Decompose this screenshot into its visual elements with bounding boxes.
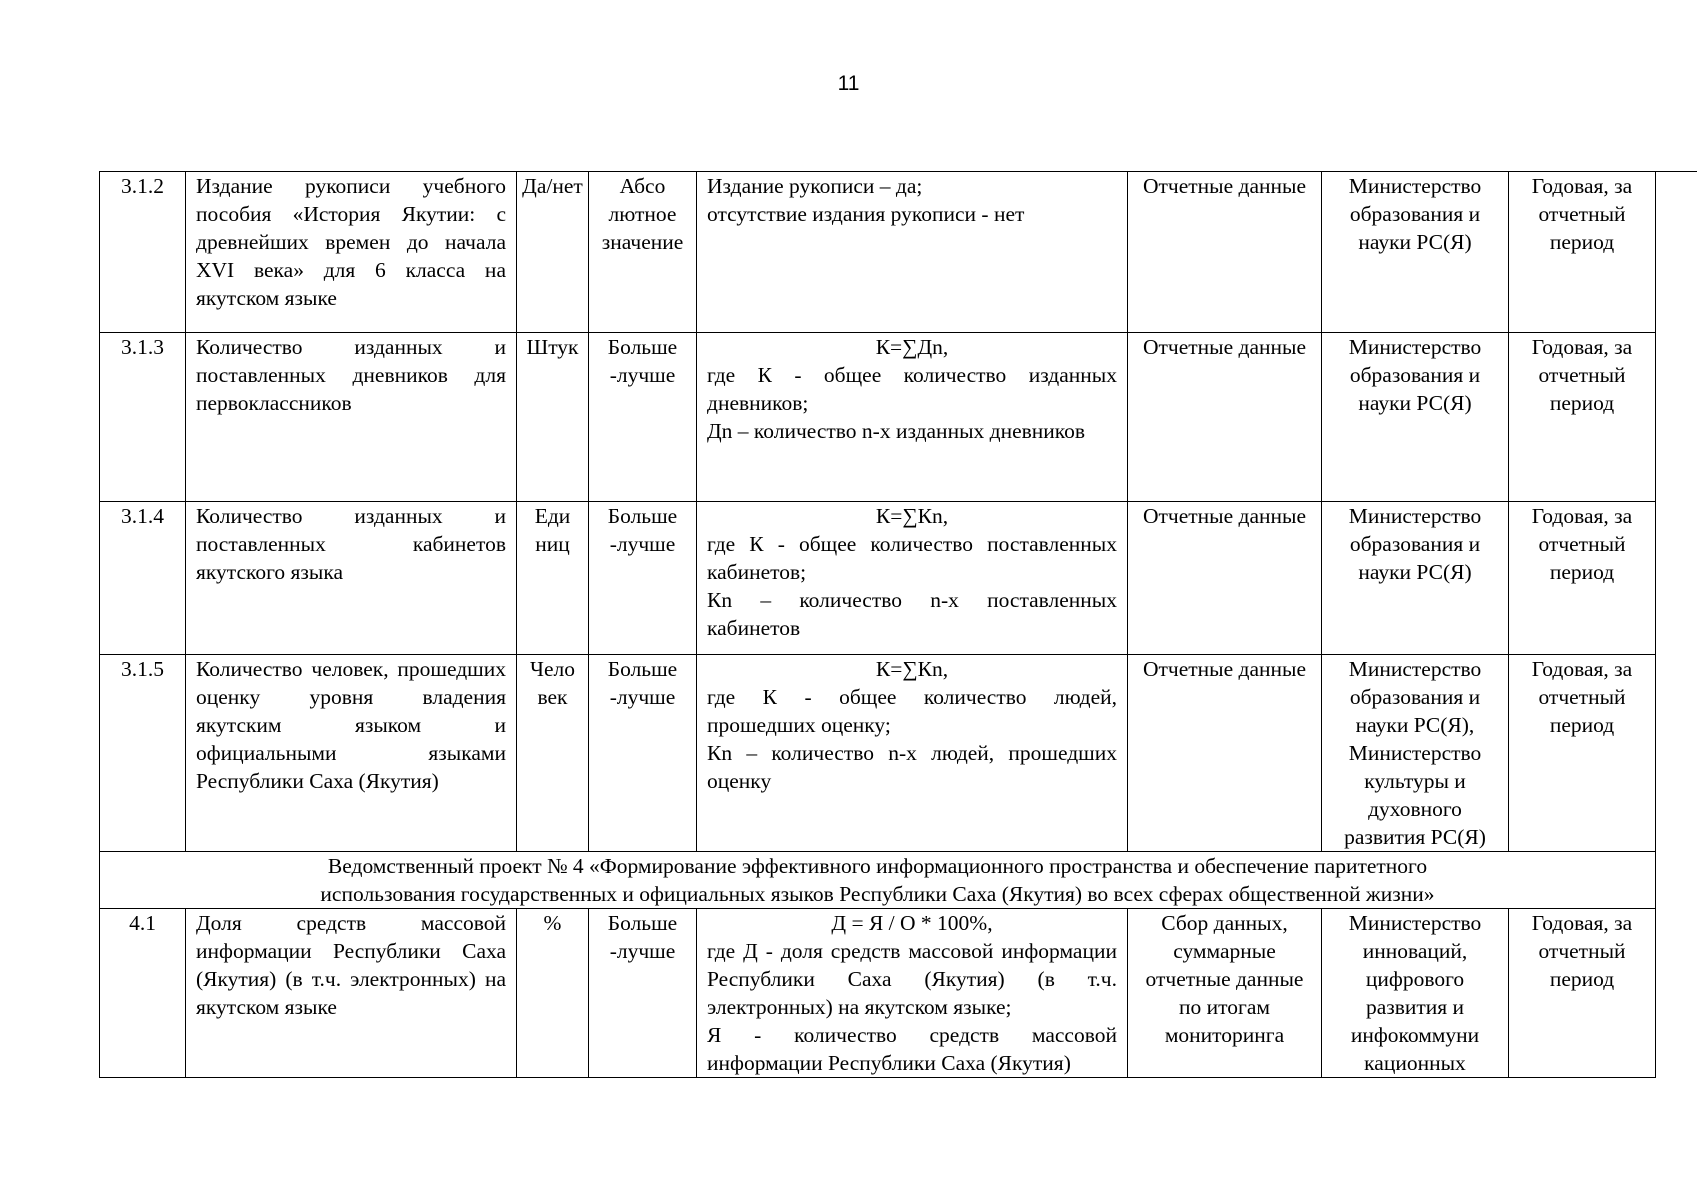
table-row	[100, 909, 1656, 1078]
formula-line: Я - количество средств массовой информации Республики Саха (Якутия)	[707, 1023, 1117, 1075]
indicator-source: Сбор данных, суммарные отчетные данные по итогам мониторинга	[1128, 909, 1322, 1078]
indicators-table	[99, 171, 1656, 1078]
section-row	[100, 852, 1656, 909]
formula-line: где К - общее количество людей, прошедших оценку;	[707, 685, 1117, 737]
section-title-line: использования государственных и официальных языков Республики Саха (Якутия) во всех сферах общественной жизни»	[320, 882, 1435, 906]
indicator-unit: Еди ниц	[517, 502, 589, 655]
formula-line: К=∑Дn,	[875, 335, 949, 359]
section-title	[100, 852, 1656, 909]
indicator-name: Количество изданных и поставленных дневников для первоклассников	[186, 333, 517, 502]
indicator-unit: Штук	[517, 333, 589, 502]
indicator-formula	[697, 909, 1128, 1078]
indicator-number: 3.1.5	[100, 655, 186, 852]
indicator-responsible: Министерство образования и науки РС(Я)	[1322, 172, 1509, 333]
indicator-formula	[697, 172, 1128, 333]
formula-line: Издание рукописи – да;	[707, 174, 923, 198]
indicator-source: Отчетные данные	[1128, 502, 1322, 655]
formula-line: где К - общее количество поставленных кабинетов;	[707, 532, 1117, 584]
indicator-number: 3.1.4	[100, 502, 186, 655]
indicator-responsible: Министерство образования и науки РС(Я)	[1322, 333, 1509, 502]
indicator-source: Отчетные данные	[1128, 655, 1322, 852]
indicator-period: Годовая, за отчетный период	[1509, 333, 1656, 502]
indicator-name: Количество изданных и поставленных кабинетов якутского языка	[186, 502, 517, 655]
formula-line: К=∑Кn,	[875, 657, 949, 681]
table-row	[100, 172, 1656, 333]
indicator-formula	[697, 333, 1128, 502]
formula-line: где К - общее количество изданных дневников;	[707, 363, 1117, 415]
formula-line: Кn – количество n-х людей, прошедших оценку	[707, 741, 1117, 793]
indicator-responsible: Министерство образования и науки РС(Я), Министерство культуры и духовного развития РС(Я)	[1322, 655, 1509, 852]
indicator-number: 3.1.3	[100, 333, 186, 502]
indicator-name: Доля средств массовой информации Республики Саха (Якутия) (в т.ч. электронных) на якутском языке	[186, 909, 517, 1078]
formula-line: отсутствие издания рукописи - нет	[707, 202, 1025, 226]
indicator-period: Годовая, за отчетный период	[1509, 172, 1656, 333]
indicator-direction: Больше -лучше	[589, 909, 697, 1078]
formula-line: где Д - доля средств массовой информации Республики Саха (Якутия) (в т.ч. электронных) на якутском языке;	[707, 939, 1117, 1019]
indicator-number: 3.1.2	[100, 172, 186, 333]
table-edge-line	[1655, 171, 1697, 172]
section-title-line: Ведомственный проект № 4 «Формирование эффективного информационного пространства и обеспечение паритетного	[327, 854, 1428, 878]
page-number: 11	[837, 72, 860, 95]
indicator-period: Годовая, за отчетный период	[1509, 909, 1656, 1078]
indicator-direction: Больше -лучше	[589, 333, 697, 502]
indicator-period: Годовая, за отчетный период	[1509, 655, 1656, 852]
formula-line: К=∑Кn,	[875, 504, 949, 528]
indicator-unit: Да/нет	[517, 172, 589, 333]
formula-line: Дn – количество n-х изданных дневников	[707, 419, 1086, 443]
table-row	[100, 655, 1656, 852]
table-row	[100, 333, 1656, 502]
indicator-direction: Больше -лучше	[589, 502, 697, 655]
indicator-source: Отчетные данные	[1128, 333, 1322, 502]
formula-line: Кn – количество n-х поставленных кабинетов	[707, 588, 1117, 640]
indicator-unit: Чело век	[517, 655, 589, 852]
indicator-responsible: Министерство образования и науки РС(Я)	[1322, 502, 1509, 655]
indicator-direction: Больше -лучше	[589, 655, 697, 852]
indicator-unit: %	[517, 909, 589, 1078]
indicator-period: Годовая, за отчетный период	[1509, 502, 1656, 655]
indicator-formula	[697, 655, 1128, 852]
table-row	[100, 502, 1656, 655]
indicator-name: Издание рукописи учебного пособия «История Якутии: с древнейших времен до начала XVI века» для 6 класса на якутском языке	[186, 172, 517, 333]
indicator-direction: Абсо лютное значение	[589, 172, 697, 333]
indicator-name: Количество человек, прошедших оценку уровня владения якутским языком и официальными языками Республики Саха (Якутия)	[186, 655, 517, 852]
indicator-number: 4.1	[100, 909, 186, 1078]
indicator-responsible: Министерство инноваций, цифрового развития и инфокоммуни кационных	[1322, 909, 1509, 1078]
formula-line: Д = Я / О * 100%,	[831, 911, 993, 935]
indicator-source: Отчетные данные	[1128, 172, 1322, 333]
indicator-formula	[697, 502, 1128, 655]
